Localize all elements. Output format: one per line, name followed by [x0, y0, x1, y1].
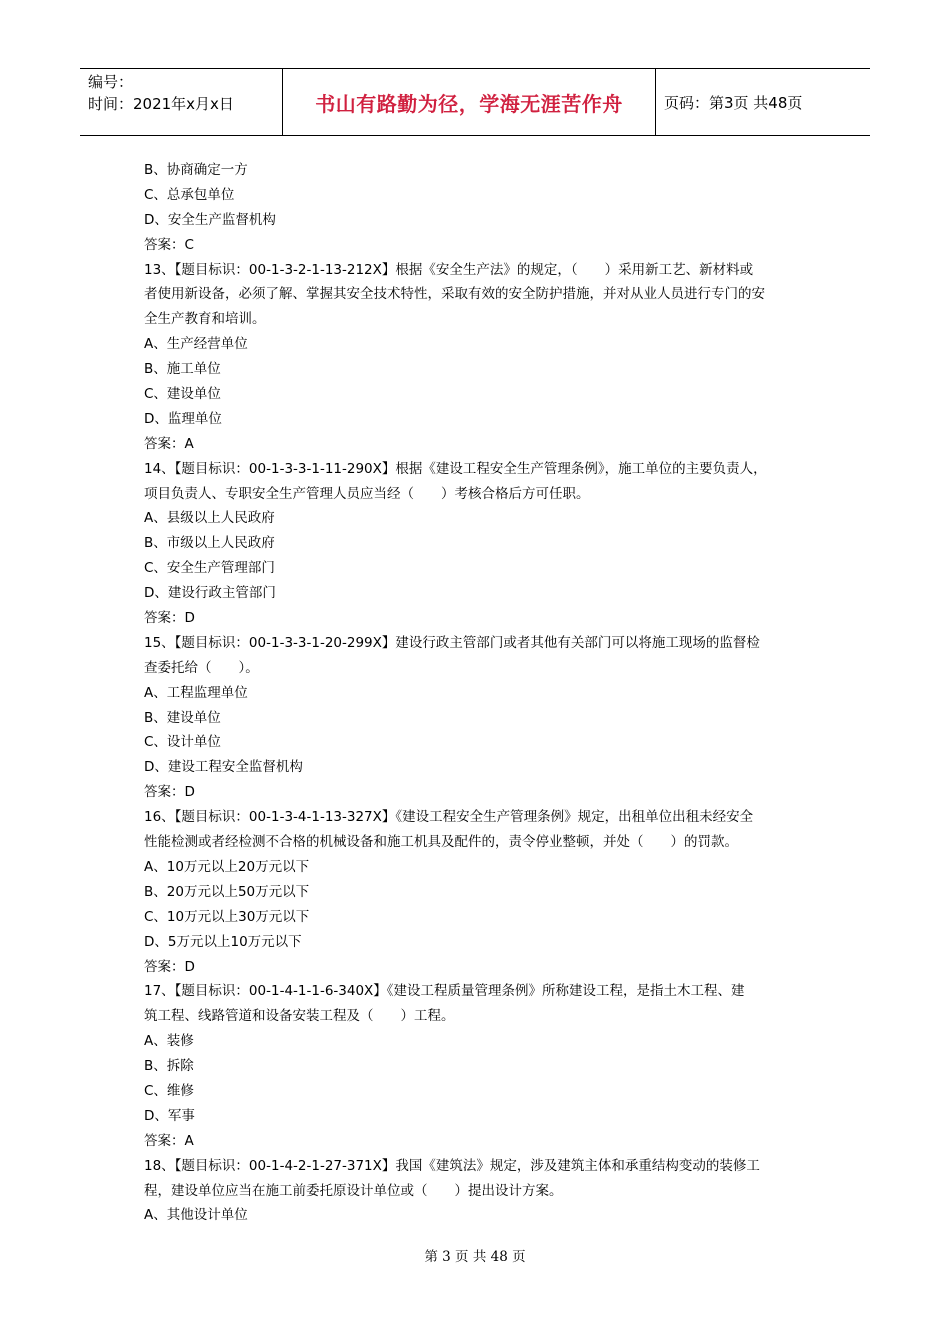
text-line: B、施工单位 [144, 361, 221, 378]
text-line: 者使用新设备，必须了解、掌握其安全技术特性，采取有效的安全防护措施，并对从业人员进行专门的安 [144, 286, 765, 303]
text-line: B、拆除 [144, 1058, 194, 1075]
header-meta [80, 69, 282, 135]
page-header [80, 68, 870, 136]
text-line: 答案：A [144, 1132, 194, 1149]
text-line: 程，建设单位应当在施工前委托原设计单位或（ ）提出设计方案。 [144, 1182, 563, 1199]
text-line: 筑工程、线路管道和设备安装工程及（ ）工程。 [144, 1008, 455, 1025]
text-line: 答案：C [144, 236, 194, 253]
text-line: D、建设工程安全监督机构 [144, 759, 303, 776]
text-line: C、设计单位 [144, 734, 221, 751]
text-line: C、维修 [144, 1082, 194, 1099]
text-line: A、生产经营单位 [144, 336, 248, 353]
text-line: 14、【题目标识：00-1-3-3-1-11-290X】根据《建设工程安全生产管理条例》，施工单位的主要负责人， [144, 460, 767, 477]
text-line: D、监理单位 [144, 410, 222, 427]
page-footer: 第 3 页 共 48 页 [424, 1249, 526, 1265]
motto: 书山有路勤为径，学海无涯苦作舟 [315, 91, 623, 116]
text-line: D、安全生产监督机构 [144, 211, 276, 228]
text-line: 16、【题目标识：00-1-3-4-1-13-327X】《建设工程安全生产管理条例》规定，出租单位出租未经安全 [144, 809, 754, 826]
text-line: A、县级以上人民政府 [144, 510, 275, 527]
text-line: 查委托给（ ）。 [144, 659, 259, 676]
text-line: D、建设行政主管部门 [144, 585, 276, 602]
text-line: B、建设单位 [144, 709, 221, 726]
text-line: 答案：D [144, 784, 195, 801]
text-line: 18、【题目标识：00-1-4-2-1-27-371X】我国《建筑法》规定，涉及建筑主体和承重结构变动的装修工 [144, 1157, 760, 1174]
header-motto-cell [282, 69, 656, 135]
text-line: 项目负责人、专职安全生产管理人员应当经（ ）考核合格后方可任职。 [144, 485, 590, 502]
text-line: A、其他设计单位 [144, 1207, 248, 1224]
text-line: C、10万元以上30万元以下 [144, 908, 310, 925]
text-line: 13、【题目标识：00-1-3-2-1-13-212X】根据《安全生产法》的规定，（ ）采用新工艺、新材料或 [144, 261, 754, 278]
page-code: 页码：第3页 共48页 [664, 93, 803, 112]
document-body [144, 158, 816, 1228]
date-label: 时间：2021年x月x日 [88, 95, 234, 113]
header-page-cell [656, 69, 870, 135]
text-line: A、10万元以上20万元以下 [144, 858, 310, 875]
text-line: 答案：A [144, 435, 194, 452]
number-label: 编号： [88, 73, 134, 91]
text-line: C、总承包单位 [144, 186, 235, 203]
text-line: C、建设单位 [144, 386, 221, 403]
text-line: B、市级以上人民政府 [144, 535, 275, 552]
text-line: B、20万元以上50万元以下 [144, 883, 310, 900]
text-line: B、协商确定一方 [144, 162, 248, 178]
text-line: D、军事 [144, 1107, 195, 1124]
text-line: D、5万元以上10万元以下 [144, 933, 302, 950]
text-line: A、装修 [144, 1033, 194, 1050]
text-line: 17、【题目标识：00-1-4-1-1-6-340X】《建设工程质量管理条例》所称建设工程，是指土木工程、建 [144, 983, 745, 1000]
text-line: 全生产教育和培训。 [144, 311, 266, 328]
text-line: 15、【题目标识：00-1-3-3-1-20-299X】建设行政主管部门或者其他有关部门可以将施工现场的监督检 [144, 634, 760, 651]
text-line: 答案：D [144, 958, 195, 975]
text-line: 性能检测或者经检测不合格的机械设备和施工机具及配件的，责令停业整顿，并处（ ）的罚款。 [144, 834, 738, 851]
text-line: C、安全生产管理部门 [144, 560, 275, 577]
text-line: 答案：D [144, 610, 195, 627]
text-line: A、工程监理单位 [144, 684, 248, 701]
